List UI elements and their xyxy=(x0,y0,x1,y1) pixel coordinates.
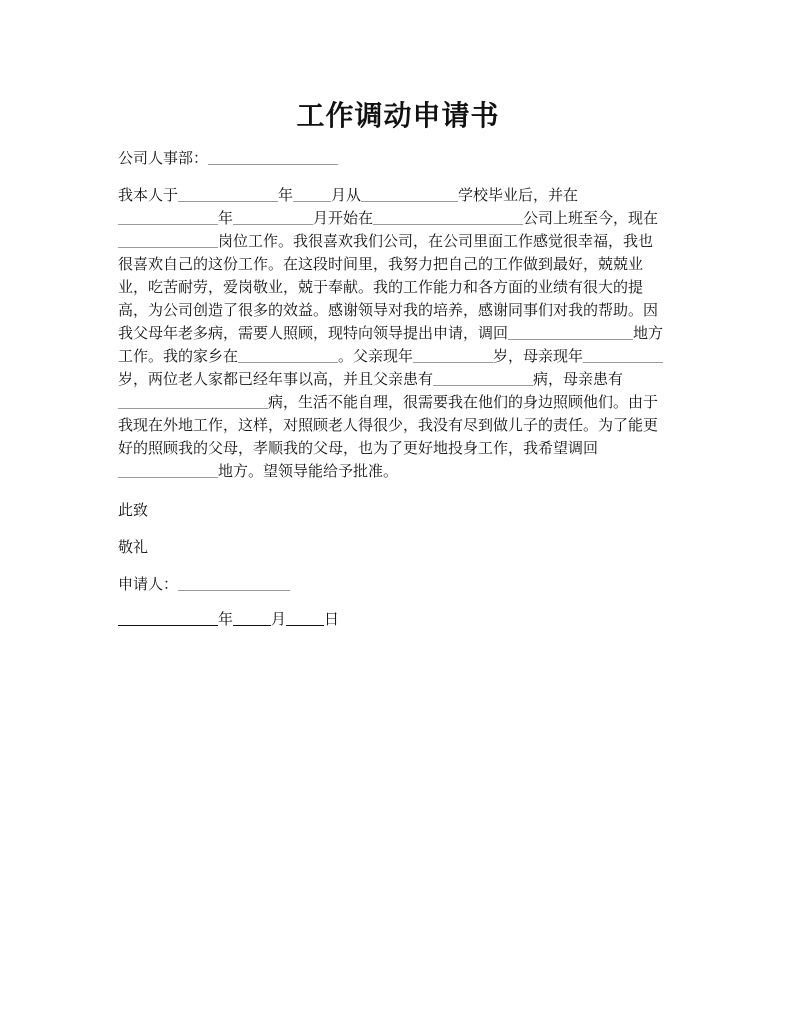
paragraph-line-6: 高，为公司创造了很多的效益。感谢领导对我的培养，感谢同事们对我的帮助。因 xyxy=(118,301,659,319)
recipient-blank[interactable] xyxy=(208,148,338,165)
paragraph-line-7 xyxy=(118,322,663,345)
date-year-label: 年 xyxy=(218,610,234,628)
text-segment: 岗位工作。我很喜欢我们公司，在公司里面工作感觉很幸福，我也 xyxy=(218,232,654,250)
requested-location-blank[interactable] xyxy=(118,461,218,478)
paragraph-line-8 xyxy=(118,345,663,368)
recipient-line xyxy=(118,147,338,170)
father-age-blank[interactable] xyxy=(413,346,493,363)
date-month-label: 月 xyxy=(271,610,287,628)
date-year-blank[interactable] xyxy=(118,609,218,626)
text-segment: 我本人于 xyxy=(118,186,179,204)
school-name-blank[interactable] xyxy=(361,185,458,202)
text-segment: 病，母亲患有 xyxy=(533,370,624,388)
paragraph-line-4: 很喜欢自己的这份工作。在这段时间里，我努力把自己的工作做到最好，兢兢业 xyxy=(118,255,644,273)
text-segment: 公司上班至今，现在 xyxy=(523,209,659,227)
father-illness-blank[interactable] xyxy=(433,369,533,386)
text-segment: 病，生活不能自理，很需要我在他们的身边照顾他们。由于 xyxy=(268,393,659,411)
mother-illness-blank[interactable] xyxy=(118,392,268,409)
closing-salutation-1: 此致 xyxy=(118,501,149,519)
closing-salutation-2: 敬礼 xyxy=(118,538,149,556)
text-segment: 地方。望领导能给予批准。 xyxy=(218,462,399,480)
company-name-blank[interactable] xyxy=(373,208,523,225)
text-segment: 月开始在 xyxy=(313,209,374,227)
document-title: 工作调动申请书 xyxy=(296,99,500,132)
hometown-blank[interactable] xyxy=(238,346,338,363)
applicant-label: 申请人： xyxy=(118,575,179,593)
date-line xyxy=(118,608,339,631)
text-segment: 岁，两位老人家都已经年事以高，并且父亲患有 xyxy=(118,370,434,388)
graduation-month-blank[interactable] xyxy=(293,185,331,202)
applicant-signature-blank[interactable] xyxy=(178,574,290,591)
paragraph-line-12: 好的照顾我的父母，孝顺我的父母，也为了更好地投身工作，我希望调回 xyxy=(118,439,599,457)
paragraph-line-9 xyxy=(118,368,623,391)
text-segment: 年 xyxy=(218,209,234,227)
text-segment: 岁，母亲现年 xyxy=(493,347,584,365)
start-year-blank[interactable] xyxy=(118,208,218,225)
applicant-line xyxy=(118,573,290,596)
paragraph-line-13 xyxy=(118,460,398,483)
text-segment: 学校毕业后，并在 xyxy=(458,186,579,204)
paragraph-line-3 xyxy=(118,230,653,253)
start-month-blank[interactable] xyxy=(233,208,313,225)
position-blank[interactable] xyxy=(118,231,218,248)
text-segment: 工作。我的家乡在 xyxy=(118,347,239,365)
text-segment: 。父亲现年 xyxy=(338,347,414,365)
date-day-blank[interactable] xyxy=(286,609,324,626)
text-segment: 年 xyxy=(278,186,294,204)
paragraph-line-2 xyxy=(118,207,658,230)
mother-age-blank[interactable] xyxy=(583,346,663,363)
text-segment: 地方 xyxy=(633,324,664,342)
paragraph-line-11: 我现在外地工作，这样，对照顾老人得很少，我没有尽到做儿子的责任。为了能更 xyxy=(118,416,659,434)
paragraph-line-1 xyxy=(118,184,578,207)
recipient-label: 公司人事部： xyxy=(118,149,209,167)
paragraph-line-10 xyxy=(118,391,658,414)
text-segment: 我父母年老多病，需要人照顾，现特向领导提出申请，调回 xyxy=(118,324,509,342)
date-month-blank[interactable] xyxy=(233,609,271,626)
transfer-location-blank[interactable] xyxy=(508,323,633,340)
date-day-label: 日 xyxy=(324,610,340,628)
graduation-year-blank[interactable] xyxy=(178,185,278,202)
paragraph-line-5: 业，吃苦耐劳，爱岗敬业，兢于奉献。我的工作能力和各方面的业绩有很大的提 xyxy=(118,278,644,296)
text-segment: 月从 xyxy=(331,186,362,204)
